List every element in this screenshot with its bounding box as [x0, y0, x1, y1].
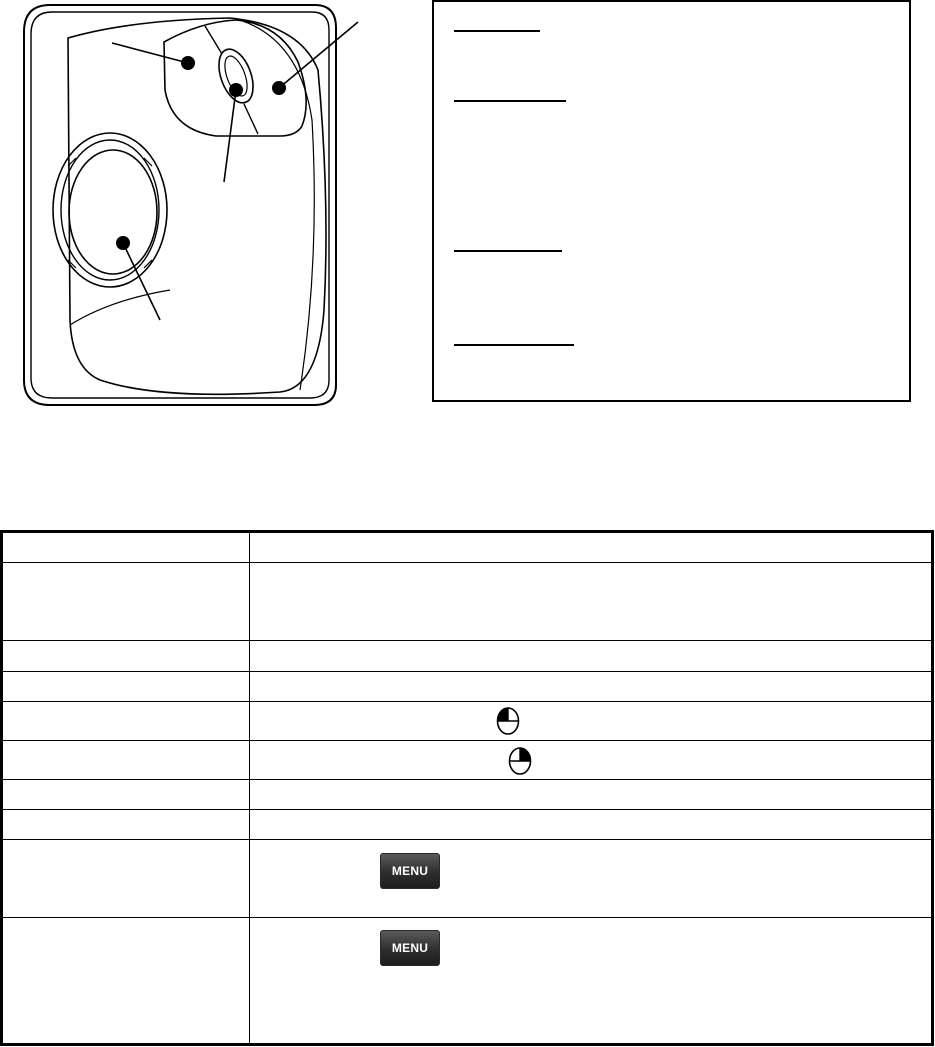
operations-table	[0, 530, 934, 1046]
table-row	[3, 780, 931, 810]
mouse-diagram	[0, 0, 420, 420]
legend-box	[432, 0, 911, 402]
mouse-inner-shell	[31, 12, 329, 398]
legend-heading-underline-2	[454, 100, 566, 102]
trackball-ring-inner	[61, 140, 159, 280]
table-row	[3, 563, 931, 641]
mouse-body-contour	[68, 18, 326, 394]
right-click-icon	[507, 746, 533, 776]
table-row	[3, 918, 931, 1044]
table-row	[3, 672, 931, 702]
table-row	[3, 741, 931, 780]
trackball	[69, 150, 157, 274]
menu-key-icon: MENU	[380, 853, 440, 889]
table-column-divider	[249, 533, 250, 1043]
legend-heading-underline-1	[454, 30, 540, 32]
mouse-outer-shell	[24, 5, 336, 405]
legend-heading-underline-3	[454, 250, 562, 252]
scroll-wheel	[212, 45, 259, 108]
left-click-icon	[495, 706, 521, 736]
menu-key-icon: MENU	[380, 930, 440, 966]
legend-heading-underline-4	[454, 344, 574, 346]
trackball-ring-outer	[53, 133, 167, 287]
button-panel	[164, 20, 306, 136]
table-row	[3, 702, 931, 741]
table-header-row	[3, 533, 931, 563]
mouse-lower-contour	[70, 290, 170, 325]
table-row	[3, 840, 931, 918]
table-row	[3, 641, 931, 672]
table-row	[3, 810, 931, 840]
